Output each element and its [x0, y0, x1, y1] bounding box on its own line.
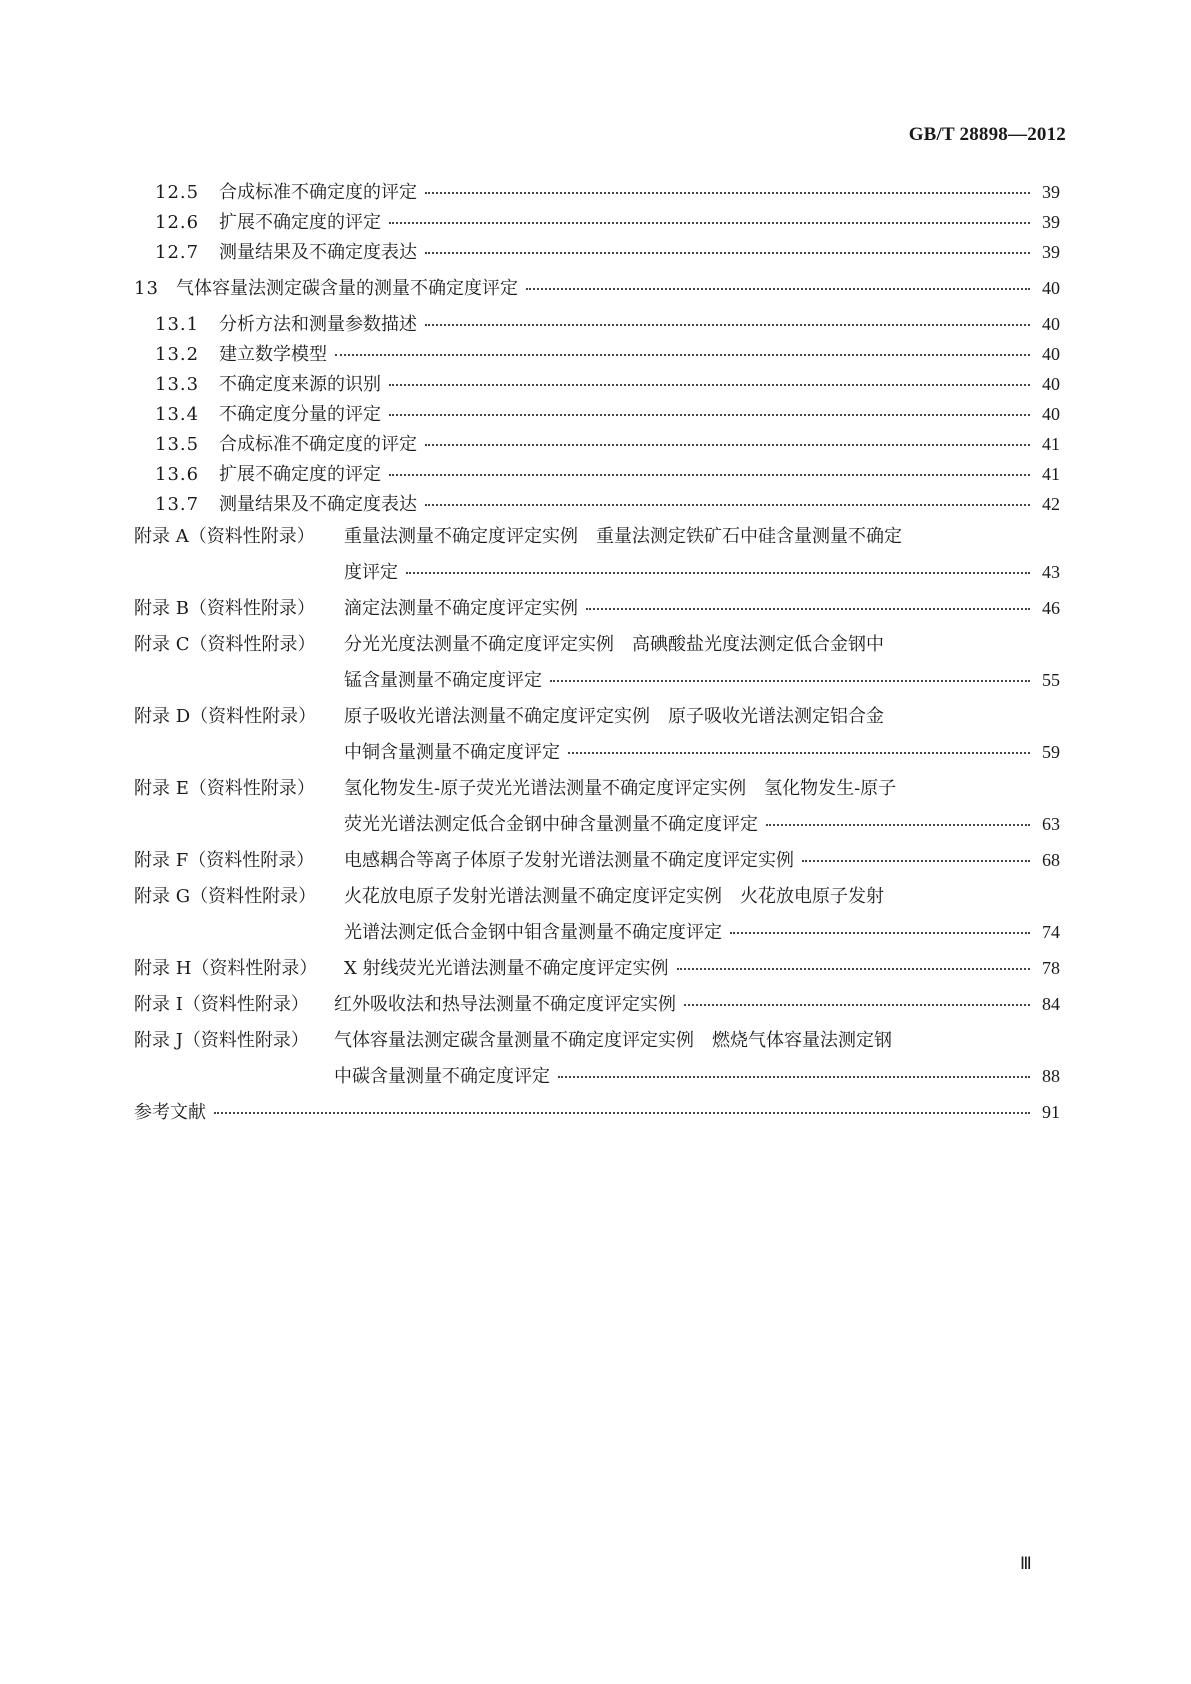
toc-entry-title: 不确定度来源的识别 [219, 374, 381, 395]
annex-title: 氢化物发生-原子荧光光谱法测量不确定度评定实例 氢化物发生-原子 [344, 778, 897, 799]
toc-entry-number: 12.7 [155, 242, 200, 263]
dot-leader [389, 414, 1030, 416]
dot-leader [425, 324, 1030, 326]
page-number: Ⅲ [1020, 1554, 1032, 1573]
toc-entry[interactable] [155, 238, 1060, 266]
dot-leader [802, 860, 1030, 862]
dot-leader [425, 504, 1030, 506]
annex-title: X 射线荧光光谱法测量不确定度评定实例 [344, 958, 669, 979]
toc-entry-page: 74 [1042, 922, 1060, 942]
toc-annex-d[interactable] [134, 702, 1060, 730]
toc-entry-page: 68 [1042, 850, 1060, 870]
annex-title: 红外吸收法和热导法测量不确定度评定实例 [334, 994, 676, 1015]
toc-entry-title: 气体容量法测定碳含量的测量不确定度评定 [176, 278, 518, 299]
annex-title-cont: 锰含量测量不确定度评定 [344, 670, 542, 691]
annex-label: 附录 H（资料性附录） [134, 958, 318, 979]
annex-title-cont: 中铜含量测量不确定度评定 [344, 742, 560, 763]
annex-title: 气体容量法测定碳含量测量不确定度评定实例 燃烧气体容量法测定钢 [334, 1030, 892, 1051]
toc-entry-number: 12.5 [155, 182, 200, 203]
toc-entry-title: 测量结果及不确定度表达 [219, 494, 417, 515]
toc-entry[interactable] [155, 400, 1060, 428]
toc-entry[interactable] [155, 178, 1060, 206]
annex-label: 附录 B（资料性附录） [134, 598, 315, 619]
toc-entry[interactable] [155, 430, 1060, 458]
toc-entry-page: 88 [1042, 1066, 1060, 1086]
toc-entry-number: 13.7 [155, 494, 200, 515]
toc-entry-title: 建立数学模型 [219, 344, 327, 365]
toc-entry-title: 不确定度分量的评定 [219, 404, 381, 425]
dot-leader [335, 354, 1030, 356]
toc-entry-number: 13.3 [155, 374, 200, 395]
annex-label: 附录 J（资料性附录） [134, 1030, 309, 1051]
annex-title-cont: 中碳含量测量不确定度评定 [334, 1066, 550, 1087]
toc-annex-g-cont[interactable] [344, 918, 1060, 946]
annex-label: 附录 G（资料性附录） [134, 886, 317, 907]
toc-annex-e[interactable] [134, 774, 1060, 802]
toc-entry-page: 91 [1042, 1102, 1060, 1122]
annex-title-cont: 度评定 [344, 562, 398, 583]
toc-annex-j-cont[interactable] [334, 1062, 1060, 1090]
toc-entry-page: 40 [1042, 314, 1060, 334]
toc-entry-page: 39 [1042, 242, 1060, 262]
toc-annex-g[interactable] [134, 882, 1060, 910]
dot-leader [558, 1076, 1030, 1078]
dot-leader [406, 572, 1030, 574]
toc-entry-page: 42 [1042, 494, 1060, 514]
toc-entry-number: 13 [134, 278, 159, 299]
toc-entry[interactable] [155, 310, 1060, 338]
toc-entry-page: 78 [1042, 958, 1060, 978]
toc-entry-title: 扩展不确定度的评定 [219, 212, 381, 233]
toc-entry-page: 43 [1042, 562, 1060, 582]
dot-leader [730, 932, 1030, 934]
dot-leader [214, 1112, 1030, 1114]
annex-title: 重量法测量不确定度评定实例 重量法测定铁矿石中硅含量测量不确定 [344, 526, 902, 547]
annex-title: 原子吸收光谱法测量不确定度评定实例 原子吸收光谱法测定铝合金 [344, 706, 884, 727]
toc-entry-page: 41 [1042, 464, 1060, 484]
toc-entry-page: 84 [1042, 994, 1060, 1014]
toc-annex-a[interactable] [134, 522, 1060, 550]
toc-annex-c-cont[interactable] [344, 666, 1060, 694]
annex-label: 附录 C（资料性附录） [134, 634, 316, 655]
toc-annex-a-cont[interactable] [344, 558, 1060, 586]
toc-entry[interactable] [155, 370, 1060, 398]
toc-entry-page: 39 [1042, 182, 1060, 202]
dot-leader [425, 192, 1030, 194]
toc-entry-number: 13.2 [155, 344, 200, 365]
toc-entry-page: 40 [1042, 344, 1060, 364]
dot-leader [389, 384, 1030, 386]
annex-label: 附录 I（资料性附录） [134, 994, 309, 1015]
annex-label: 附录 D（资料性附录） [134, 706, 317, 727]
annex-label: 附录 A（资料性附录） [134, 526, 315, 547]
references-title: 参考文献 [134, 1102, 206, 1123]
dot-leader [586, 608, 1030, 610]
dot-leader [568, 752, 1030, 754]
dot-leader [677, 968, 1030, 970]
toc-entry-page: 59 [1042, 742, 1060, 762]
annex-title: 电感耦合等离子体原子发射光谱法测量不确定度评定实例 [344, 850, 794, 871]
toc-annex-h[interactable] [134, 954, 1060, 982]
toc-annex-d-cont[interactable] [344, 738, 1060, 766]
dot-leader [389, 222, 1030, 224]
toc-entry-page: 40 [1042, 404, 1060, 424]
toc-entry-page: 39 [1042, 212, 1060, 232]
toc-annex-f[interactable] [134, 846, 1060, 874]
annex-title: 分光光度法测量不确定度评定实例 高碘酸盐光度法测定低合金钢中 [344, 634, 884, 655]
annex-title: 滴定法测量不确定度评定实例 [344, 598, 578, 619]
dot-leader [684, 1004, 1030, 1006]
toc-entry-number: 13.4 [155, 404, 200, 425]
toc-entry-page: 63 [1042, 814, 1060, 834]
toc-entry-page: 40 [1042, 278, 1060, 298]
toc-entry[interactable] [155, 208, 1060, 236]
toc-entry[interactable] [155, 490, 1060, 518]
toc-entry-number: 13.5 [155, 434, 200, 455]
annex-title: 火花放电原子发射光谱法测量不确定度评定实例 火花放电原子发射 [344, 886, 884, 907]
toc-entry-number: 12.6 [155, 212, 200, 233]
toc-annex-b[interactable] [134, 594, 1060, 622]
toc-entry-number: 13.6 [155, 464, 200, 485]
dot-leader [425, 444, 1030, 446]
annex-label: 附录 F（资料性附录） [134, 850, 315, 871]
toc-entry-title: 扩展不确定度的评定 [219, 464, 381, 485]
toc-entry-title: 合成标准不确定度的评定 [219, 182, 417, 203]
toc-entry-page: 46 [1042, 598, 1060, 618]
annex-title-cont: 荧光光谱法测定低合金钢中砷含量测量不确定度评定 [344, 814, 758, 835]
toc-entry-page: 41 [1042, 434, 1060, 454]
toc-annex-j[interactable] [134, 1026, 1060, 1054]
dot-leader [766, 824, 1030, 826]
toc-entry-title: 分析方法和测量参数描述 [219, 314, 417, 335]
standard-number: GB/T 28898—2012 [908, 124, 1066, 145]
toc-annex-c[interactable] [134, 630, 1060, 658]
dot-leader [425, 252, 1030, 254]
toc-annex-e-cont[interactable] [344, 810, 1060, 838]
toc-entry[interactable] [134, 274, 1060, 302]
annex-label: 附录 E（资料性附录） [134, 778, 315, 799]
dot-leader [550, 680, 1030, 682]
annex-title-cont: 光谱法测定低合金钢中钼含量测量不确定度评定 [344, 922, 722, 943]
toc-entry-title: 测量结果及不确定度表达 [219, 242, 417, 263]
toc-annex-i[interactable] [134, 990, 1060, 1018]
dot-leader [526, 288, 1030, 290]
toc-entry[interactable] [155, 340, 1060, 368]
toc-entry-title: 合成标准不确定度的评定 [219, 434, 417, 455]
toc-references[interactable] [134, 1098, 1060, 1126]
toc-entry-page: 40 [1042, 374, 1060, 394]
toc-entry-number: 13.1 [155, 314, 200, 335]
toc-entry[interactable] [155, 460, 1060, 488]
dot-leader [389, 474, 1030, 476]
toc-entry-page: 55 [1042, 670, 1060, 690]
